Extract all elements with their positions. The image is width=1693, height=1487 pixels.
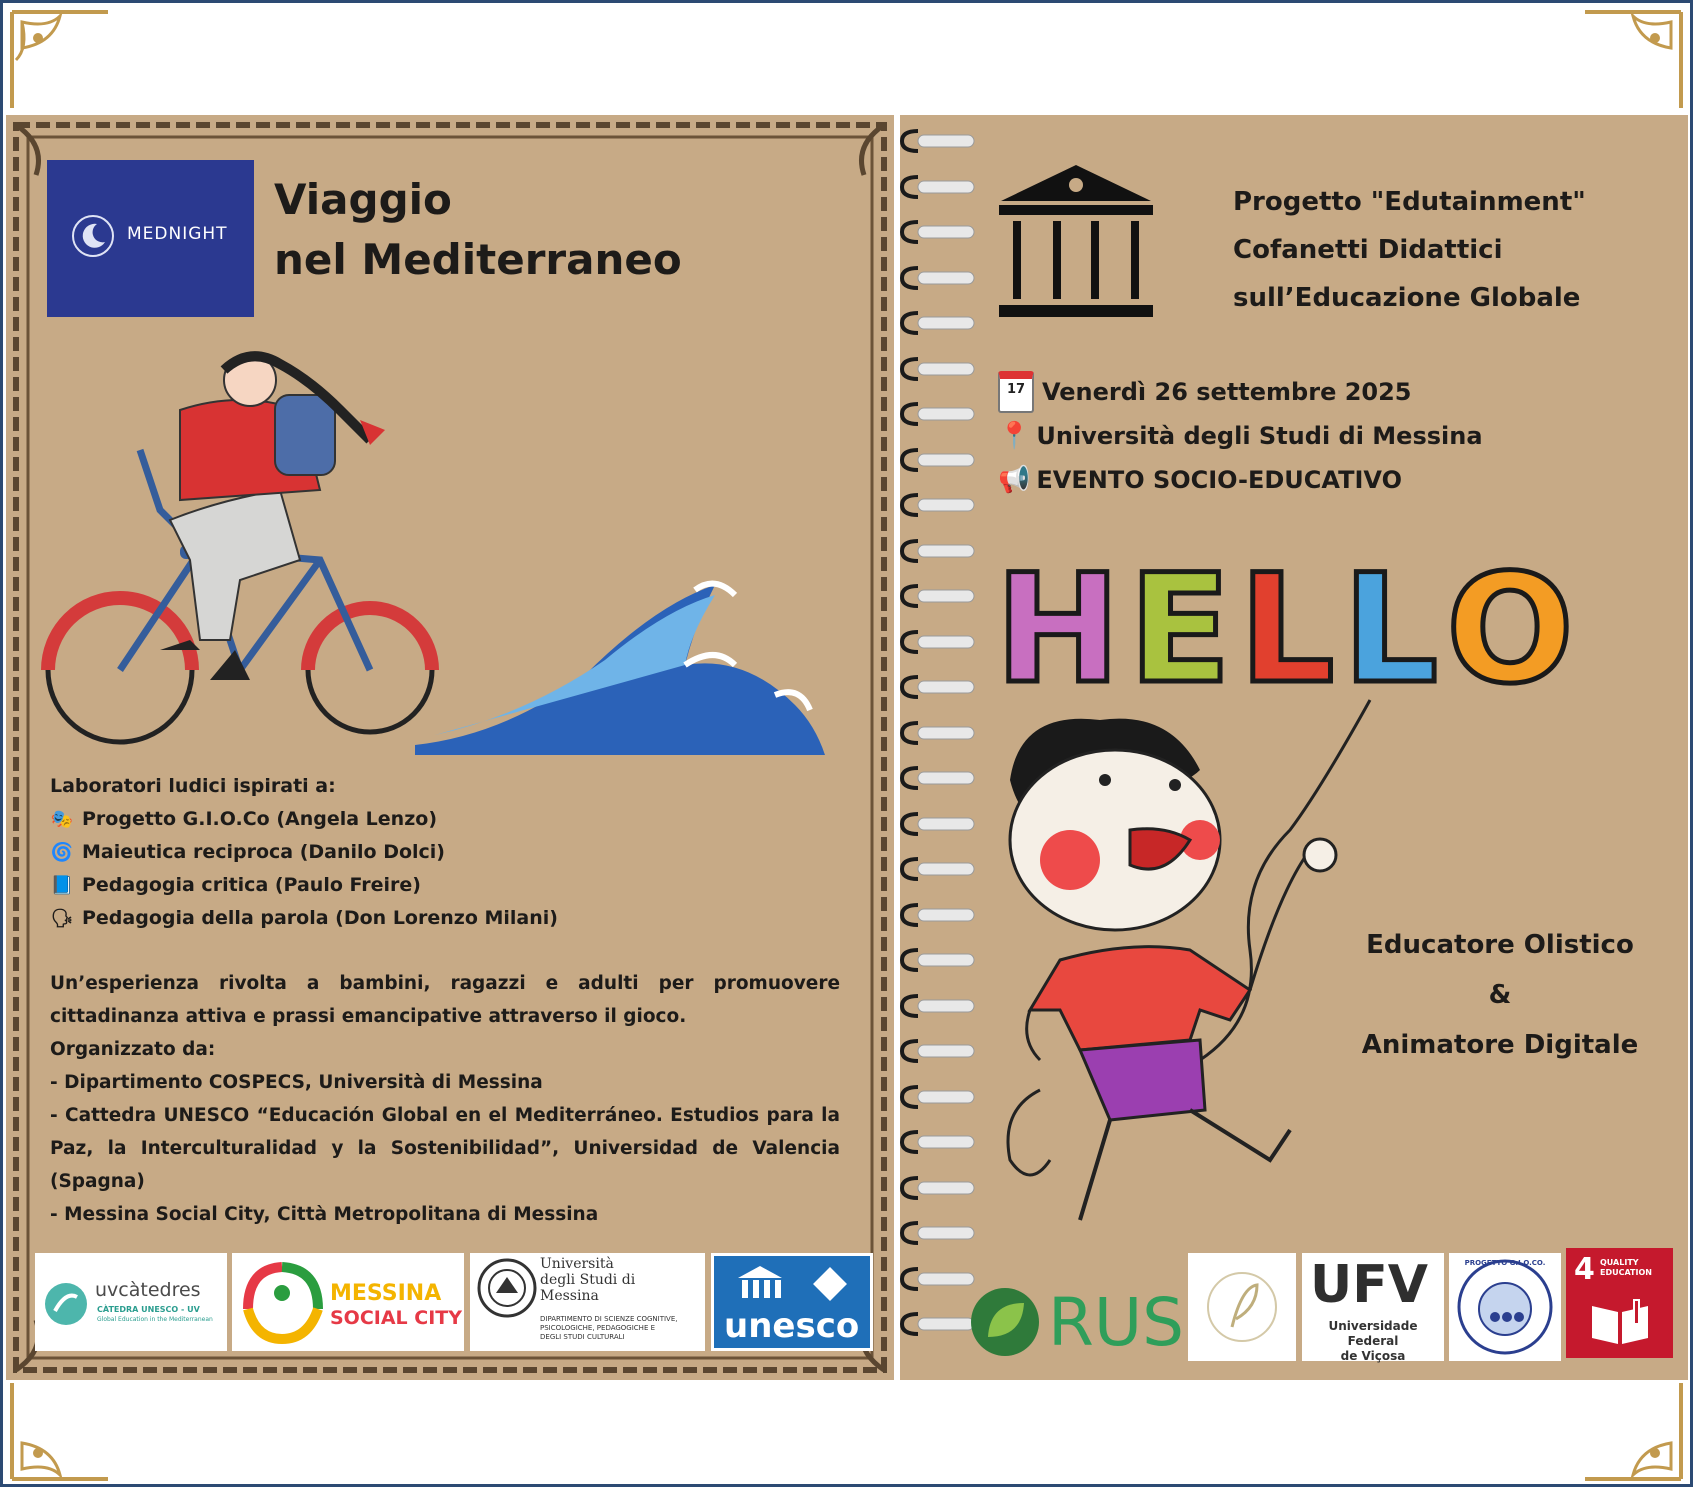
ufv-line2: de Viçosa [1340, 1349, 1406, 1363]
ufv-logo [1302, 1253, 1444, 1361]
rus-text: RUS [1048, 1284, 1185, 1361]
uvcatedres-logo [35, 1253, 227, 1351]
organized-heading: Organizzato da: [50, 1039, 216, 1060]
event-type-row [998, 458, 1483, 502]
unime-line2: degli Studi di [540, 1272, 636, 1288]
project-line-3: sull’Educazione Globale [1233, 283, 1581, 313]
spiral-ring [898, 1219, 978, 1247]
spiral-ring [898, 1265, 978, 1293]
spiral-ring [898, 855, 978, 883]
boy-kite-illustration [990, 690, 1410, 1250]
spiral-ring [898, 946, 978, 974]
messina-line1: MESSINA [330, 1281, 442, 1306]
spiral-ring [898, 537, 978, 565]
project-line-2: Cofanetti Didattici [1233, 235, 1503, 265]
unesco-logo [711, 1253, 873, 1351]
hello-letter-l2: L [1342, 543, 1439, 717]
corner-ornament-top-left [8, 8, 113, 113]
unime-name [540, 1256, 635, 1304]
corner-ornament-bottom-right [1580, 1378, 1685, 1483]
event-place-row [998, 414, 1483, 458]
lab-item [50, 836, 850, 869]
rus-logo [968, 1285, 1183, 1360]
spiral-ring [898, 1037, 978, 1065]
people-circle-icon [238, 1259, 326, 1345]
map-pin-icon: 📍 [998, 421, 1031, 451]
organizer-item: - Cattedra UNESCO “Educación Global en el Mediterráneo. Estudios para la Paz, la Interculturalidad y la Sostenibilidad”, Universidad de Valencia (Spagna) [50, 1105, 840, 1192]
organizer-item: - Dipartimento COSPECS, Università di Messina [50, 1072, 543, 1093]
sdg-number: 4 [1574, 1252, 1595, 1287]
unime-logo [470, 1253, 705, 1351]
event-date: Venerdì 26 settembre 2025 [1042, 378, 1412, 406]
moon-icon [69, 212, 117, 260]
book-icon: 📘 [50, 875, 74, 896]
spiral-ring [898, 218, 978, 246]
wave-illustration [415, 565, 825, 765]
lab-item [50, 869, 850, 902]
hello-letter-e: E [1128, 543, 1232, 717]
role-line-2: Animatore Digitale [1361, 1030, 1639, 1060]
spiral-ring [898, 628, 978, 656]
spiral-ring [898, 127, 978, 155]
unime-line1: Università [540, 1256, 614, 1272]
lab-item-text: Pedagogia critica (Paulo Freire) [82, 874, 421, 896]
hello-lettering [995, 543, 1655, 717]
spiral-icon: 🌀 [50, 842, 74, 863]
sdg-line1: QUALITY [1600, 1258, 1639, 1267]
university-seal-icon [476, 1257, 538, 1319]
spiral-ring [898, 901, 978, 929]
gioco-logo [1449, 1253, 1561, 1361]
unime-sub2: PSICOLOGICHE, PEDAGOGICHE E [540, 1324, 656, 1332]
unesco-text: unesco [724, 1306, 860, 1346]
title-line-1: Viaggio [274, 175, 452, 224]
project-title [1233, 178, 1586, 322]
corner-ornament-top-right [1580, 8, 1685, 113]
spiral-ring [898, 309, 978, 337]
ufv-text: UFV [1310, 1255, 1428, 1315]
mednight-logo [47, 160, 254, 317]
open-book-icon [1588, 1298, 1652, 1348]
project-line-1: Progetto "Edutainment" [1233, 187, 1586, 217]
spiral-ring [898, 264, 978, 292]
spiral-ring [898, 1174, 978, 1202]
messina-line2: SOCIAL CITY [330, 1307, 463, 1329]
unime-sub3: DEGLI STUDI CULTURALI [540, 1333, 625, 1341]
corner-ornament-bottom-left [8, 1378, 113, 1483]
spiral-ring [898, 764, 978, 792]
diamond-icon [810, 1264, 850, 1304]
sdg-line2: EDUCATION [1600, 1268, 1652, 1277]
feather-logo [1188, 1253, 1296, 1361]
hello-letter-o: O [1446, 543, 1574, 717]
spiral-ring [898, 491, 978, 519]
spiral-ring [898, 173, 978, 201]
role-line-1: Educatore Olistico [1366, 930, 1634, 960]
calendar-icon: 17 [998, 371, 1034, 413]
gioco-globe-icon [1455, 1257, 1555, 1357]
uvcatedres-sub2: Global Education in the Mediterranean [97, 1316, 213, 1323]
leaf-circle-icon [968, 1285, 1043, 1360]
mednight-logo-text: MEDNIGHT [127, 224, 228, 244]
event-date-row [998, 370, 1483, 414]
spiral-ring [898, 719, 978, 747]
uvcatedres-sub1: CÀTEDRA UNESCO - UV [97, 1305, 200, 1314]
gioco-text: PROGETTO G.I.O.CO. [1464, 1259, 1546, 1267]
lab-item [50, 902, 850, 935]
event-info [998, 370, 1483, 502]
feather-icon [1202, 1267, 1282, 1347]
messina-social-city-logo [232, 1253, 464, 1351]
uv-leaf-icon [43, 1281, 89, 1327]
roles [1350, 920, 1650, 1070]
description-text: Un’esperienza rivolta a bambini, ragazzi e adulti per promuovere cittadinanza attiva e prassi emancipative attraverso il gioco. [50, 973, 840, 1027]
spiral-ring [898, 355, 978, 383]
unime-dept [540, 1315, 678, 1342]
spiral-ring [898, 1128, 978, 1156]
event-place: Università degli Studi di Messina [1036, 422, 1483, 450]
lab-item [50, 803, 850, 836]
spiral-ring [898, 582, 978, 610]
spiral-ring [898, 1083, 978, 1111]
spiral-ring [898, 810, 978, 838]
event-type: EVENTO SOCIO-EDUCATIVO [1036, 466, 1402, 494]
page-title [274, 170, 682, 290]
hello-letter-l1: L [1239, 543, 1335, 717]
spiral-ring [898, 673, 978, 701]
sdg-label [1600, 1258, 1652, 1278]
sdg4-logo [1566, 1248, 1673, 1358]
description-section [50, 967, 840, 1231]
lab-item-text: Progetto G.I.O.Co (Angela Lenzo) [82, 808, 437, 830]
spiral-ring [898, 400, 978, 428]
lab-item-text: Maieutica reciproca (Danilo Dolci) [82, 841, 445, 863]
spiral-ring [898, 992, 978, 1020]
museum-icon [995, 163, 1157, 323]
labs-section [50, 770, 850, 935]
hello-letter-h: H [995, 543, 1121, 717]
unime-sub1: DIPARTIMENTO DI SCIENZE COGNITIVE, [540, 1315, 678, 1323]
girl-bicycle-illustration [40, 350, 460, 750]
unesco-temple-icon [734, 1264, 786, 1304]
speaking-head-icon: 🗣 [50, 908, 74, 929]
uvcatedres-name: uvcàtedres [95, 1279, 201, 1301]
lab-item-text: Pedagogia della parola (Don Lorenzo Milani) [82, 907, 558, 929]
spiral-ring [898, 1310, 978, 1338]
organizer-item: - Messina Social City, Città Metropolitana di Messina [50, 1204, 599, 1225]
theater-masks-icon: 🎭 [50, 809, 74, 830]
labs-heading: Laboratori ludici ispirati a: [50, 775, 336, 797]
spiral-ring [898, 446, 978, 474]
unime-line3: Messina [540, 1288, 599, 1304]
megaphone-icon: 📢 [998, 465, 1031, 495]
ufv-name [1302, 1319, 1444, 1364]
ufv-line1: Universidade Federal [1328, 1319, 1418, 1348]
title-line-2: nel Mediterraneo [274, 235, 682, 284]
role-amp: & [1488, 980, 1512, 1010]
